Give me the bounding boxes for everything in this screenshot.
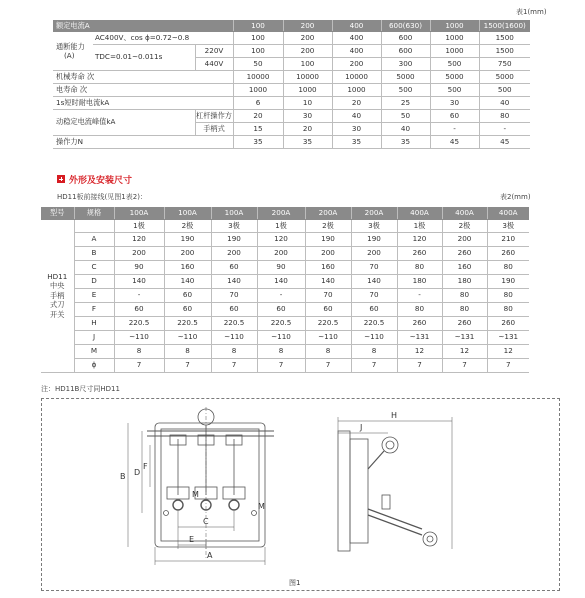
row-label: 1s短时耐电流kA [53,96,233,109]
table-cell: 35 [233,135,283,148]
table-cell: 160 [305,260,351,274]
table-cell: - [114,288,164,302]
pole-cell: 3极 [351,219,397,232]
table-cell: 60 [211,260,257,274]
table-row [41,274,529,288]
sub-label: 杠杆操作方 [195,109,233,122]
table-cell: 210 [487,232,529,246]
mount-hole [252,511,257,516]
table-cell: 200 [211,246,257,260]
header-cell: 100A [211,207,257,219]
table-row [41,288,529,302]
sub-label: 手柄式 [195,122,233,135]
header-cell: 600(630) [381,20,430,31]
table-cell: 35 [283,135,332,148]
table-cell: 60 [257,302,305,316]
table-cell: 140 [164,274,211,288]
dim-label: F [74,302,114,316]
table-cell: 60 [430,109,479,122]
table-cell: 120 [257,232,305,246]
table-cell: - [397,288,442,302]
section-plus-icon [57,175,65,183]
header-cell: 规格 [74,207,114,219]
header-cell: 400A [442,207,487,219]
table-cell: 120 [397,232,442,246]
table-cell: 50 [381,109,430,122]
terminal-bolt [229,500,239,510]
dim-label: M [74,344,114,358]
side-handle [368,451,384,469]
pole-cell: 2极 [305,219,351,232]
table-cell: 80 [479,109,530,122]
table-cell: 260 [442,246,487,260]
table-cell: 35 [332,135,381,148]
table-cell: 200 [351,246,397,260]
table-cell: 30 [332,122,381,135]
table-cell: 600 [381,44,430,57]
dim-label: C [74,260,114,274]
dim-label: H [74,316,114,330]
table-cell: 260 [487,316,529,330]
table-cell: 12 [397,344,442,358]
table-cell: 40 [332,109,381,122]
table2 [41,207,529,373]
table-cell: 80 [397,260,442,274]
table-cell: 80 [442,302,487,316]
table-cell: ~131 [487,330,529,344]
table-cell: 5000 [479,70,530,83]
table-row [53,70,530,83]
table-cell: 8 [211,344,257,358]
table-cell: - [257,288,305,302]
header-cell: 200A [351,207,397,219]
table-cell: 180 [442,274,487,288]
pole-cell: 2极 [442,219,487,232]
table-cell: 90 [114,260,164,274]
side-handle-knob [382,437,398,453]
table-cell: ~110 [305,330,351,344]
side-view-labels [359,411,397,432]
side-body [350,439,368,543]
header-cell: 400A [487,207,529,219]
table-cell: 500 [430,57,479,70]
table-cell: 15 [233,122,283,135]
table-cell: 7 [114,358,164,372]
table-cell: 200 [332,57,381,70]
dim-m2-label: M [258,502,265,511]
table-cell: 160 [442,260,487,274]
figure-frame [41,398,560,591]
table-row [41,316,529,330]
header-cell: 200A [257,207,305,219]
table-cell: 500 [479,83,530,96]
side-blade [368,515,422,535]
table-cell: - [430,122,479,135]
model-cell [41,219,74,372]
model-line: 中央 [50,281,65,291]
table-cell: 400 [332,31,381,44]
dim-j-label: J [360,423,363,432]
row-label: 机械寿命 次 [53,70,233,83]
table-cell: 80 [397,302,442,316]
table-cell: 140 [211,274,257,288]
table-cell: 80 [442,288,487,302]
table-cell: 100 [233,31,283,44]
table-cell: 7 [211,358,257,372]
dim-c-label: C [203,517,209,526]
row-label: 操作力N [53,135,233,148]
table-cell: 190 [211,232,257,246]
table-cell: ~110 [211,330,257,344]
table-cell: 140 [257,274,305,288]
dim-label: A [74,232,114,246]
table2-caption: HD11板前接线(见图1表2)： [57,193,147,201]
table-cell: 7 [487,358,529,372]
table-cell: 30 [283,109,332,122]
table-cell: 200 [283,31,332,44]
table-cell: 180 [397,274,442,288]
table-cell: 220.5 [351,316,397,330]
table-cell: 80 [487,288,529,302]
table-cell: 1500 [479,44,530,57]
header-cell: 1500(1600) [479,20,530,31]
pole-cell: 1极 [397,219,442,232]
table-cell: 70 [211,288,257,302]
side-base [338,431,350,551]
table-cell: 8 [164,344,211,358]
table-cell: 1000 [430,31,479,44]
figure-caption: 图1 [289,579,301,587]
table-cell: 220.5 [164,316,211,330]
section-title: 外形及安装尺寸 [69,176,133,186]
table-cell [74,219,114,232]
table-cell: 600 [381,31,430,44]
dim-label: B [74,246,114,260]
table1-unit: 表1(mm) [516,8,547,16]
table-cell: 220.5 [305,316,351,330]
table-cell: 40 [381,122,430,135]
header-cell: 1000 [430,20,479,31]
table-cell: 190 [487,274,529,288]
side-terminal [382,495,390,509]
breaking-capacity-label [53,31,93,70]
table-cell: 200 [283,44,332,57]
technical-drawing [42,399,559,590]
table-cell: 40 [479,96,530,109]
table-cell: 190 [164,232,211,246]
table-cell: 190 [305,232,351,246]
table2-unit: 表2(mm) [500,193,531,201]
table-row [41,260,529,274]
table-cell: 260 [397,316,442,330]
table-cell: ~131 [442,330,487,344]
dim-d-label: D [134,468,141,477]
row-label: 动稳定电流峰值kA [53,109,195,135]
table-cell: 220.5 [114,316,164,330]
table-cell: 260 [397,246,442,260]
table-cell: 400 [332,44,381,57]
table-cell: 200 [164,246,211,260]
dim-f-label: F [143,462,148,471]
table-cell: 45 [479,135,530,148]
table-cell: 20 [332,96,381,109]
dc-condition: TDC=0.01~0.011s [93,44,195,70]
dim-h-label: H [391,411,398,420]
side-blade-knob-inner [427,536,433,542]
ac-condition: AC400V、cos ϕ=0.72~0.8 [93,31,233,44]
table-cell: 6 [233,96,283,109]
dim-b-label: B [120,472,126,481]
table-cell: 60 [305,302,351,316]
table-cell: 1000 [233,83,283,96]
table-row [53,31,530,44]
table-cell: 10000 [233,70,283,83]
row-label: 电寿命 次 [53,83,233,96]
table-cell: 200 [305,246,351,260]
table-cell: 7 [164,358,211,372]
side-handle-knob-inner [386,441,394,449]
table-cell: 10 [283,96,332,109]
table-cell: 140 [351,274,397,288]
table-cell: 1000 [332,83,381,96]
terminal-bolt [173,500,183,510]
dim-label: D [74,274,114,288]
table-cell: 60 [114,302,164,316]
table-cell: ~131 [397,330,442,344]
table-cell: 25 [381,96,430,109]
model-line: 手柄 [50,290,65,300]
footnote: 注：HD11B尺寸同HD11 [41,385,120,393]
table-cell: 50 [233,57,283,70]
model-line: 式刀 [50,300,65,310]
side-blade-knob [423,532,437,546]
pole-cell: 1极 [114,219,164,232]
table-cell: 8 [114,344,164,358]
table-cell: 300 [381,57,430,70]
front-view [128,407,274,565]
table-cell: 200 [114,246,164,260]
table-cell: 200 [257,246,305,260]
table-cell: 200 [442,232,487,246]
table-cell: ~110 [257,330,305,344]
header-cell: 400 [332,20,381,31]
dim-m-label: M [192,490,199,499]
table-row [53,44,530,57]
table-cell: 500 [430,83,479,96]
table-cell: 260 [442,316,487,330]
table2-header-row [41,207,529,219]
table-cell: 1000 [283,83,332,96]
table-row [41,358,529,372]
dim-label: E [74,288,114,302]
table-cell: 100 [233,44,283,57]
table-cell: 260 [487,246,529,260]
table-cell: 1500 [479,31,530,44]
table-cell: 80 [487,302,529,316]
dim-e-label: E [189,535,195,544]
table-row [41,246,529,260]
pole-cell: 3极 [487,219,529,232]
table-cell: 10000 [283,70,332,83]
table-cell: 100 [283,57,332,70]
table-row [41,330,529,344]
breaking-label-line2: (A) [64,50,75,60]
table-cell: 140 [114,274,164,288]
table-cell: 70 [351,288,397,302]
table-cell: - [479,122,530,135]
table-cell: 60 [211,302,257,316]
table-cell: 120 [114,232,164,246]
header-cell: 100 [233,20,283,31]
poles-row [41,219,529,232]
table-cell: 20 [283,122,332,135]
table-cell: 7 [305,358,351,372]
table-cell: 190 [351,232,397,246]
pole-cell: 1极 [257,219,305,232]
table-row [41,302,529,316]
table-cell: 220.5 [257,316,305,330]
pole-cell: 3极 [211,219,257,232]
table-row [41,232,529,246]
header-cell: 200A [305,207,351,219]
table-cell: 140 [305,274,351,288]
table-cell: ~110 [351,330,397,344]
table-row [53,83,530,96]
table-cell: 7 [442,358,487,372]
side-view [338,417,452,551]
table1-header-row [53,20,530,31]
table-cell: 7 [257,358,305,372]
table-cell: 8 [257,344,305,358]
voltage-cell: 440V [195,57,233,70]
rated-current-header: 额定电流A [53,20,233,31]
header-cell: 200 [283,20,332,31]
table-row [53,135,530,148]
table-cell: 1000 [430,44,479,57]
table-cell: 12 [487,344,529,358]
side-blade [368,509,422,529]
table-cell: 500 [381,83,430,96]
table-cell: 60 [164,302,211,316]
table-row [53,96,530,109]
voltage-cell: 220V [195,44,233,57]
table-cell: 5000 [381,70,430,83]
table-cell: 750 [479,57,530,70]
table-cell: 7 [397,358,442,372]
table-cell: 70 [305,288,351,302]
header-cell: 400A [397,207,442,219]
breaking-label-line1: 通断能力 [56,41,85,51]
table-cell: 12 [442,344,487,358]
table-cell: 45 [430,135,479,148]
table-cell: 5000 [430,70,479,83]
base-inner [161,429,259,541]
dim-label: J [74,330,114,344]
header-cell: 100A [114,207,164,219]
table-cell: ~110 [164,330,211,344]
table-cell: 30 [430,96,479,109]
table-cell: 60 [351,302,397,316]
model-line: HD11 [47,272,68,282]
table-cell: 10000 [332,70,381,83]
table-row [53,109,530,122]
table-cell: 80 [487,260,529,274]
table-cell: 20 [233,109,283,122]
table-cell: 7 [351,358,397,372]
mount-hole [164,511,169,516]
model-line: 开关 [50,309,65,319]
table-cell: 70 [351,260,397,274]
table-cell: 60 [164,288,211,302]
table-cell: 220.5 [211,316,257,330]
table-cell: 160 [164,260,211,274]
table-row [41,344,529,358]
table-cell: 8 [351,344,397,358]
header-cell: 型号 [41,207,74,219]
base-plate [155,423,265,547]
dim-label: ϕ [74,358,114,372]
header-cell: 100A [164,207,211,219]
table1 [53,20,530,149]
table-cell: 90 [257,260,305,274]
table-cell: 8 [305,344,351,358]
table-cell: 35 [381,135,430,148]
dim-a-label: A [207,551,213,560]
table-cell: ~110 [114,330,164,344]
pole-cell: 2极 [164,219,211,232]
